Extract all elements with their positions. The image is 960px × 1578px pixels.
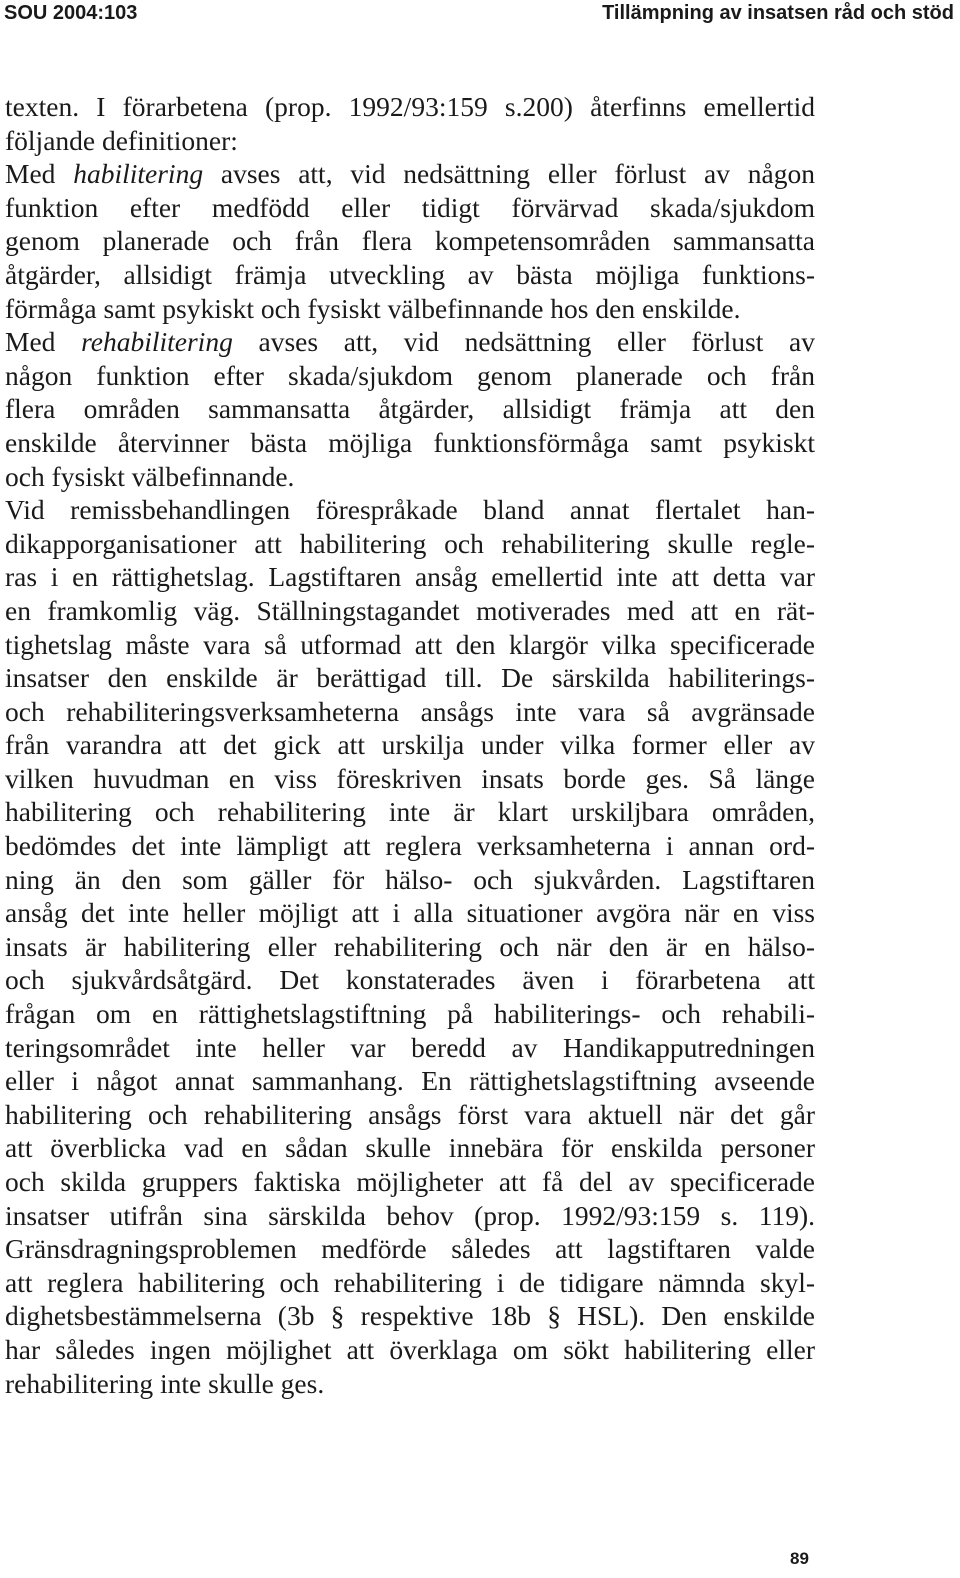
text-segment: avses att, vid nedsättning eller förlust av någon <box>203 158 815 190</box>
text-line: vilken huvudman en viss föreskriven insats borde ges. Så länge <box>5 762 815 794</box>
text-line: frågan om en rättighetslagstiftning på habiliterings- och rehabili- <box>5 998 815 1030</box>
text-line: eller i något annat sammanhang. En rättighetslagstiftning avseende <box>5 1065 815 1097</box>
text-line: enskilde återvinner bästa möjliga funktionsförmåga samt psykiskt <box>5 426 815 458</box>
text-line: och fysiskt välbefinnande. <box>5 460 295 492</box>
text-line: att reglera habilitering och rehabilitering i de tidigare nämnda skyl- <box>5 1266 815 1298</box>
text-line: någon funktion efter skada/sjukdom genom planerade och från <box>5 359 815 391</box>
text-line: ras i en rättighetslag. Lagstiftaren ansåg emellertid inte att detta var <box>5 561 815 593</box>
text-line: Gränsdragningsproblemen medförde således att lagstiftaren valde <box>5 1233 815 1265</box>
text-line: insatser utifrån sina särskilda behov (prop. 1992/93:159 s. 119). <box>5 1199 815 1231</box>
running-header-left: SOU 2004:103 <box>4 2 138 24</box>
text-line: insats är habilitering eller rehabilitering och när den är en hälso- <box>5 930 815 962</box>
text-line: ansåg det inte heller möjligt att i alla situationer avgöra när en viss <box>5 897 815 929</box>
page-number: 89 <box>790 1549 809 1568</box>
text-line: ning än den som gäller för hälso- och sjukvården. Lagstiftaren <box>5 863 815 895</box>
text-line: en framkomlig väg. Ställningstagandet motiverades med att en rät- <box>5 594 815 626</box>
text-line: åtgärder, allsidigt främja utveckling av bästa möjliga funktions- <box>5 258 815 290</box>
text-segment: Med <box>5 158 74 190</box>
text-line: genom planerade och från flera kompetensområden sammansatta <box>5 225 815 257</box>
text-segment: avses att, vid nedsättning eller förlust av <box>232 326 815 358</box>
text-line: har således ingen möjlighet att överklaga om sökt habilitering eller <box>5 1333 815 1365</box>
italic-term: habilitering <box>73 158 204 190</box>
text-line: funktion efter medfödd eller tidigt förvärvad skada/sjukdom <box>5 191 815 223</box>
text-line: bedömdes det inte lämpligt att reglera verksamheterna i annan ord- <box>5 830 815 862</box>
body-text <box>5 90 815 1400</box>
text-line: att överblicka vad en sådan skulle innebära för enskilda personer <box>5 1132 815 1164</box>
text-line: följande definitioner: <box>5 124 238 156</box>
text-line <box>5 325 815 359</box>
text-line <box>5 157 815 191</box>
text-line: habilitering och rehabilitering ansågs först vara aktuell när det går <box>5 1098 815 1130</box>
text-line: förmåga samt psykiskt och fysiskt välbefinnande hos den enskilde. <box>5 292 741 324</box>
text-line: habilitering och rehabilitering inte är klart urskiljbara områden, <box>5 796 815 828</box>
text-line: dikapporganisationer att habilitering och rehabilitering skulle regle- <box>5 527 815 559</box>
running-header-right: Tillämpning av insatsen råd och stöd <box>602 2 954 24</box>
text-line: tighetslag måste vara så utformad att den klargör vilka specificerade <box>5 628 815 660</box>
text-line: och skilda gruppers faktiska möjligheter att få del av specificerade <box>5 1166 815 1197</box>
text-line: och rehabiliteringsverksamheterna ansågs inte vara så avgränsade <box>5 695 815 727</box>
text-segment: Med <box>5 326 82 358</box>
text-line: insatser den enskilde är berättigad till. De särskilda habiliterings- <box>5 662 815 694</box>
text-line: flera områden sammansatta åtgärder, allsidigt främja att den <box>5 393 815 425</box>
text-line: texten. I förarbetena (prop. 1992/93:159 s.200) återfinns emellertid <box>5 91 815 122</box>
text-line: och sjukvårdsåtgärd. Det konstaterades även i förarbetena att <box>5 964 815 996</box>
text-line: Vid remissbehandlingen förespråkade bland annat flertalet han- <box>5 494 815 526</box>
text-line: rehabilitering inte skulle ges. <box>5 1367 325 1399</box>
italic-term: rehabilitering <box>81 326 233 358</box>
text-line: dighetsbestämmelserna (3b § respektive 18b § HSL). Den enskilde <box>5 1300 815 1332</box>
text-line: från varandra att det gick att urskilja under vilka former eller av <box>5 729 815 761</box>
text-line: teringsområdet inte heller var beredd av Handikapputredningen <box>5 1031 815 1063</box>
